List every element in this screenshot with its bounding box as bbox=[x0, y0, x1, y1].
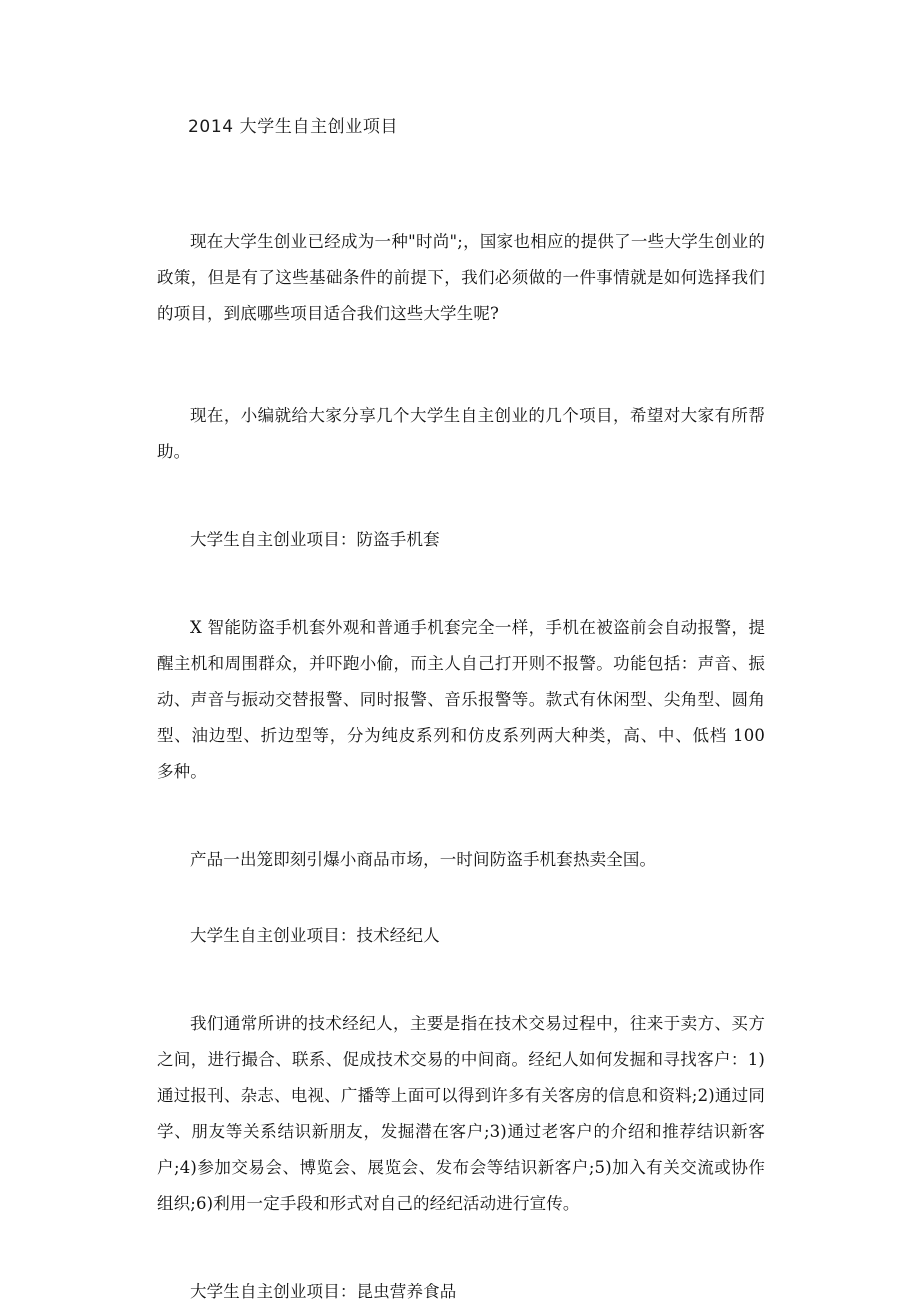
heading-technology-broker: 大学生自主创业项目：技术经纪人 bbox=[190, 926, 440, 945]
phone-case-description-paragraph: X 智能防盗手机套外观和普通手机套完全一样，手机在被盗前会自动报警，提醒主机和周围群众，并吓跑小偷，而主人自己打开则不报警。功能包括：声音、振动、声音与振动交替报警、同时报警、音乐报警等。款式有休闲型、尖角型、圆角型、油边型、折边型等，分为纯皮系列和仿皮系列两大种类，高、中、低档 100 多种。 bbox=[157, 618, 765, 781]
paragraph-spacer bbox=[157, 954, 765, 1006]
document-body bbox=[157, 0, 765, 1302]
paragraph-spacer bbox=[157, 470, 765, 522]
paragraph-spacer bbox=[157, 558, 765, 610]
share-paragraph: 现在，小编就给大家分享几个大学生自主创业的几个项目，希望对大家有所帮助。 bbox=[157, 406, 765, 461]
heading-insect-nutrition-food: 大学生自主创业项目：昆虫营养食品 bbox=[190, 1282, 457, 1301]
paragraph-spacer bbox=[157, 790, 765, 842]
intro-paragraph: 现在大学生创业已经成为一种"时尚";，国家也相应的提供了一些大学生创业的政策，但是有了这些基础条件的前提下，我们必须做的一件事情就是如何选择我们的项目，到底哪些项目适合我们这些大学生呢? bbox=[157, 232, 765, 323]
heading-anti-theft-phone-case: 大学生自主创业项目：防盗手机套 bbox=[190, 530, 440, 549]
technology-broker-description-paragraph: 我们通常所讲的技术经纪人，主要是指在技术交易过程中，往来于卖方、买方之间，进行撮合、联系、促成技术交易的中间商。经纪人如何发掘和寻找客户：1)通过报刊、杂志、电视、广播等上面可以得到许多有关客房的信息和资料;2)通过同学、朋友等关系结识新朋友，发掘潜在客户;3)通过老客户的介绍和推荐结识新客户;4)参加交易会、博览会、展览会、发布会等结识新客户;5)加入有关交流或协作组织;6)利用一定手段和形式对自己的经纪活动进行宣传。 bbox=[157, 1014, 765, 1213]
phone-case-market-paragraph: 产品一出笼即刻引爆小商品市场，一时间防盗手机套热卖全国。 bbox=[190, 850, 657, 869]
page-title: 2014 大学生自主创业项目 bbox=[188, 117, 399, 137]
paragraph-spacer bbox=[157, 878, 765, 918]
paragraph-spacer bbox=[157, 1222, 765, 1274]
paragraph-spacer bbox=[157, 332, 765, 398]
